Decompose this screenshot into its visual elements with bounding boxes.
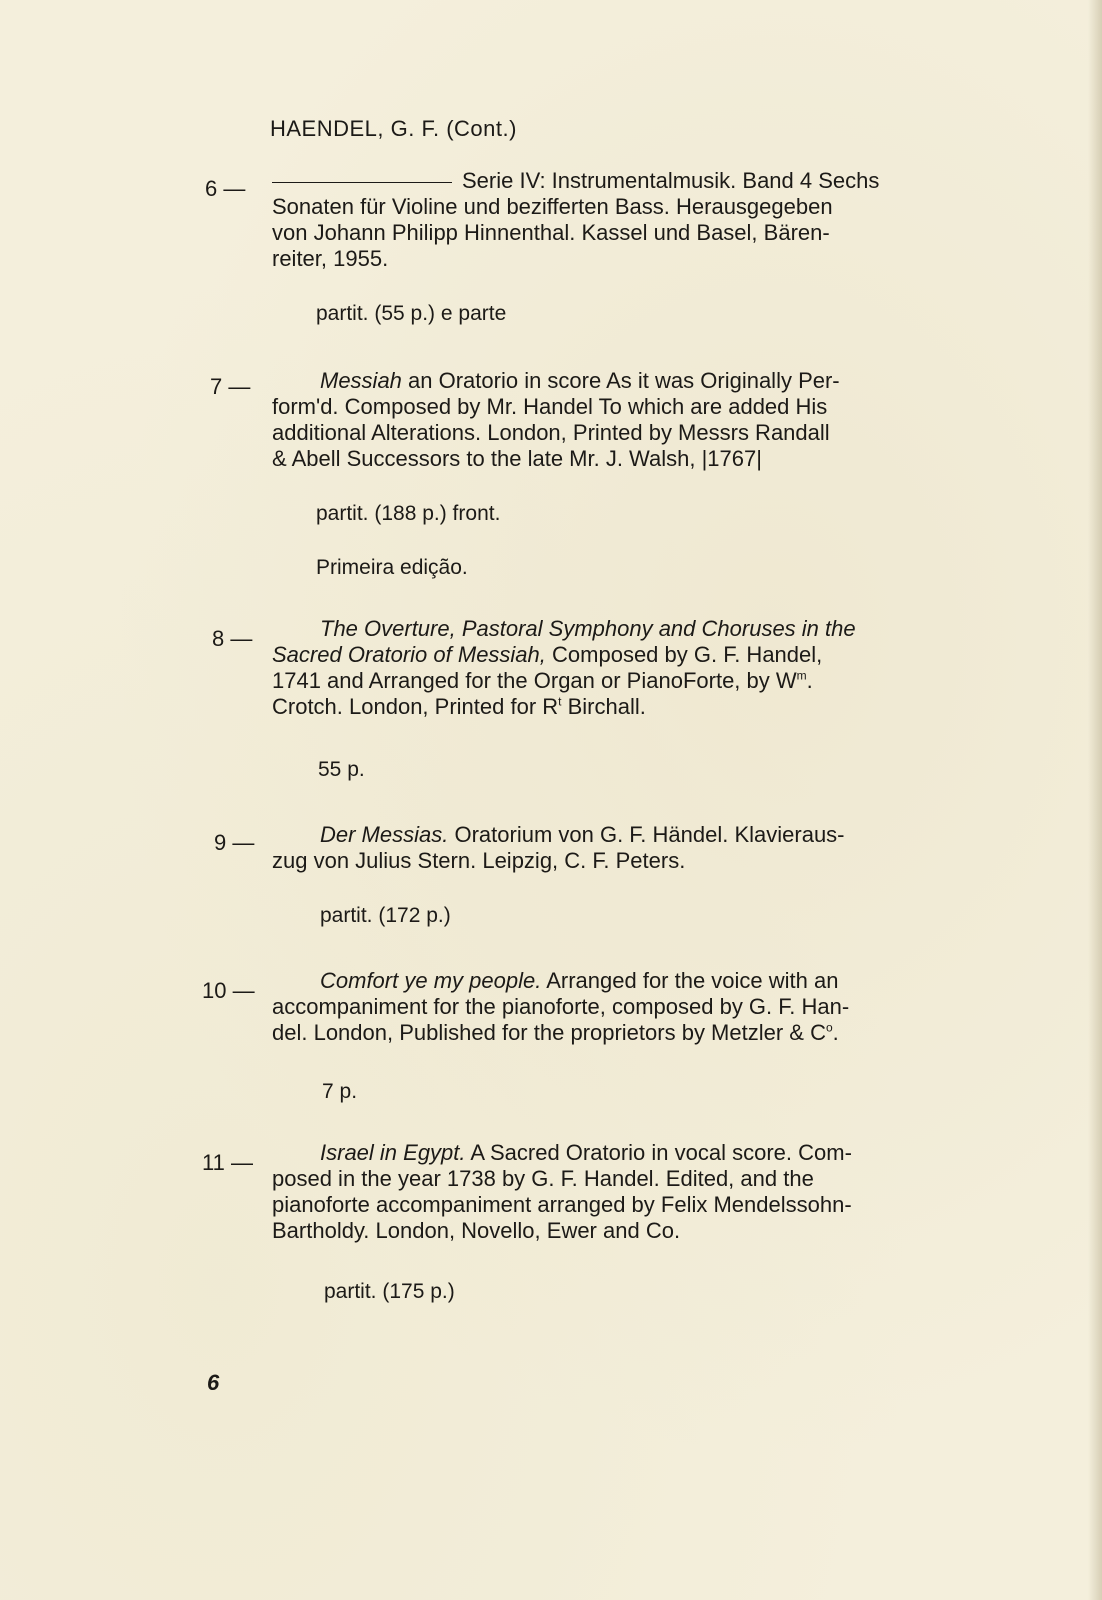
entry-number: 9 — — [214, 830, 255, 855]
entry-line: posed in the year 1738 by G. F. Handel. Edited, and the — [272, 1166, 814, 1191]
entry-note: partit. (175 p.) — [324, 1280, 455, 1303]
entry-line: von Johann Philipp Hinnenthal. Kassel und Basel, Bären- — [272, 220, 830, 245]
author-dash-rule — [272, 182, 452, 183]
entry-number: 10 — — [202, 978, 255, 1003]
entry-line: Comfort ye my people. Arranged for the voice with an — [320, 968, 839, 993]
entry-body — [272, 616, 962, 720]
entry-body — [272, 368, 962, 472]
entry-line: additional Alterations. London, Printed by Messrs Randall — [272, 420, 830, 445]
entry-number: 6 — — [205, 176, 246, 201]
entry-line: del. London, Published for the proprietors by Metzler & $C^o$. — [272, 1020, 839, 1045]
entry-note: Primeira edição. — [316, 556, 468, 579]
entry-number: 8 — — [212, 626, 253, 651]
entry-note: partit. (188 p.) front. — [316, 502, 501, 525]
entry-line: Sacred Oratorio of Messiah, Composed by G. F. Handel, — [272, 642, 823, 667]
entry-line: Serie IV: Instrumentalmusik. Band 4 Sechs — [272, 168, 962, 194]
entry-note: 7 p. — [322, 1080, 358, 1103]
entry-body — [272, 168, 962, 272]
entry-number: 7 — — [210, 374, 251, 399]
entry-line: Der Messias. Oratorium von G. F. Händel. Klavieraus- — [320, 822, 845, 847]
page-header: HAENDEL, G. F. (Cont.) — [270, 116, 517, 141]
entry-body — [272, 822, 962, 874]
entry-line: Bartholdy. London, Novello, Ewer and Co. — [272, 1218, 681, 1243]
entry-body — [272, 1140, 962, 1244]
entry-line: & Abell Successors to the late Mr. J. Walsh, |1767| — [272, 446, 762, 471]
entry-note: partit. (172 p.) — [320, 904, 451, 927]
entry-body — [272, 968, 962, 1046]
entry-line: zug von Julius Stern. Leipzig, C. F. Peters. — [272, 848, 686, 873]
entry-line: Crotch. London, Printed for $R^t$ Birchall. — [272, 694, 646, 719]
entry-line: reiter, 1955. — [272, 246, 389, 271]
entry-line: accompaniment for the pianoforte, composed by G. F. Han- — [272, 994, 850, 1019]
entry-note: partit. (55 p.) e parte — [316, 302, 507, 325]
entry-line: form'd. Composed by Mr. Handel To which are added His — [272, 394, 828, 419]
page-number: 6 — [207, 1370, 220, 1395]
entry-line: 1741 and Arranged for the Organ or PianoForte, by $W^m$. — [272, 668, 813, 693]
entry-line: Israel in Egypt. A Sacred Oratorio in vocal score. Com- — [320, 1140, 852, 1165]
page-edge-shadow — [1088, 0, 1102, 1600]
entry-line: pianoforte accompaniment arranged by Felix Mendelssohn- — [272, 1192, 852, 1217]
entry-line: The Overture, Pastoral Symphony and Choruses in the — [320, 616, 856, 641]
entry-line: Sonaten für Violine und bezifferten Bass. Herausgegeben — [272, 194, 833, 219]
entry-note: 55 p. — [318, 758, 365, 781]
entry-number: 11 — — [202, 1150, 253, 1175]
entry-line: Messiah an Oratorio in score As it was Originally Per- — [320, 368, 840, 393]
